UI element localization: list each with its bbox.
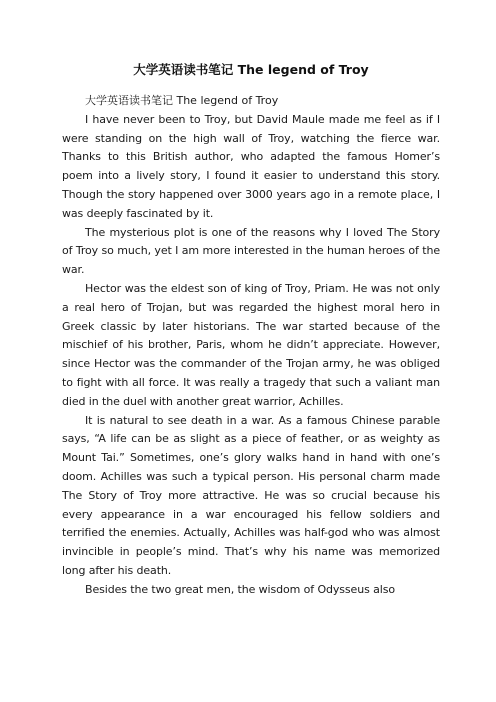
subtitle: 大学英语读书笔记 The legend of Troy	[85, 94, 279, 107]
paragraph-2: The mysterious plot is one of the reasons why I loved The Story of Troy so much, yet I am more interested in the human heroes of the war.	[62, 225, 440, 277]
paragraph-1: I have never been to Troy, but David Maule made me feel as if I were standing on the high wall of Troy, watching the fierce war. Thanks to this British author, who adapted the famous Homer’s poem into a lively story, I found it easier to understand this story. Though the story happened over 3000 years ago in a remote place, I was deeply fascinated by it.	[62, 112, 440, 220]
paragraph-3: Hector was the eldest son of king of Troy, Priam. He was not only a real hero of Trojan, but was regarded the highest moral hero in Greek classic by later historians. The war started because of the mischief of his brother, Paris, whom he didn’t appreciate. However, since Hector was the commander of the Trojan army, he was obliged to fight with all force. It was really a tragedy that such a valiant man died in the duel with another great warrior, Achilles.	[62, 281, 440, 408]
page-title: 大学英语读书笔记 The legend of Troy	[133, 62, 369, 77]
paragraph-5: Besides the two great men, the wisdom of Odysseus also	[85, 582, 395, 596]
paragraph-4: It is natural to see death in a war. As a famous Chinese parable says, “A life can be as slight as a piece of feather, or as weighty as Mount Tai.” Sometimes, one’s glory walks hand in hand with one’s doom. Achilles was such a typical person. His personal charm made The Story of Troy more attractive. He was so crucial because his every appearance in a war encouraged his fellow soldiers and terrified the enemies. Actually, Achilles was half-god who was almost invincible in people’s mind. That’s why his name was memorized long after his death.	[62, 413, 440, 577]
